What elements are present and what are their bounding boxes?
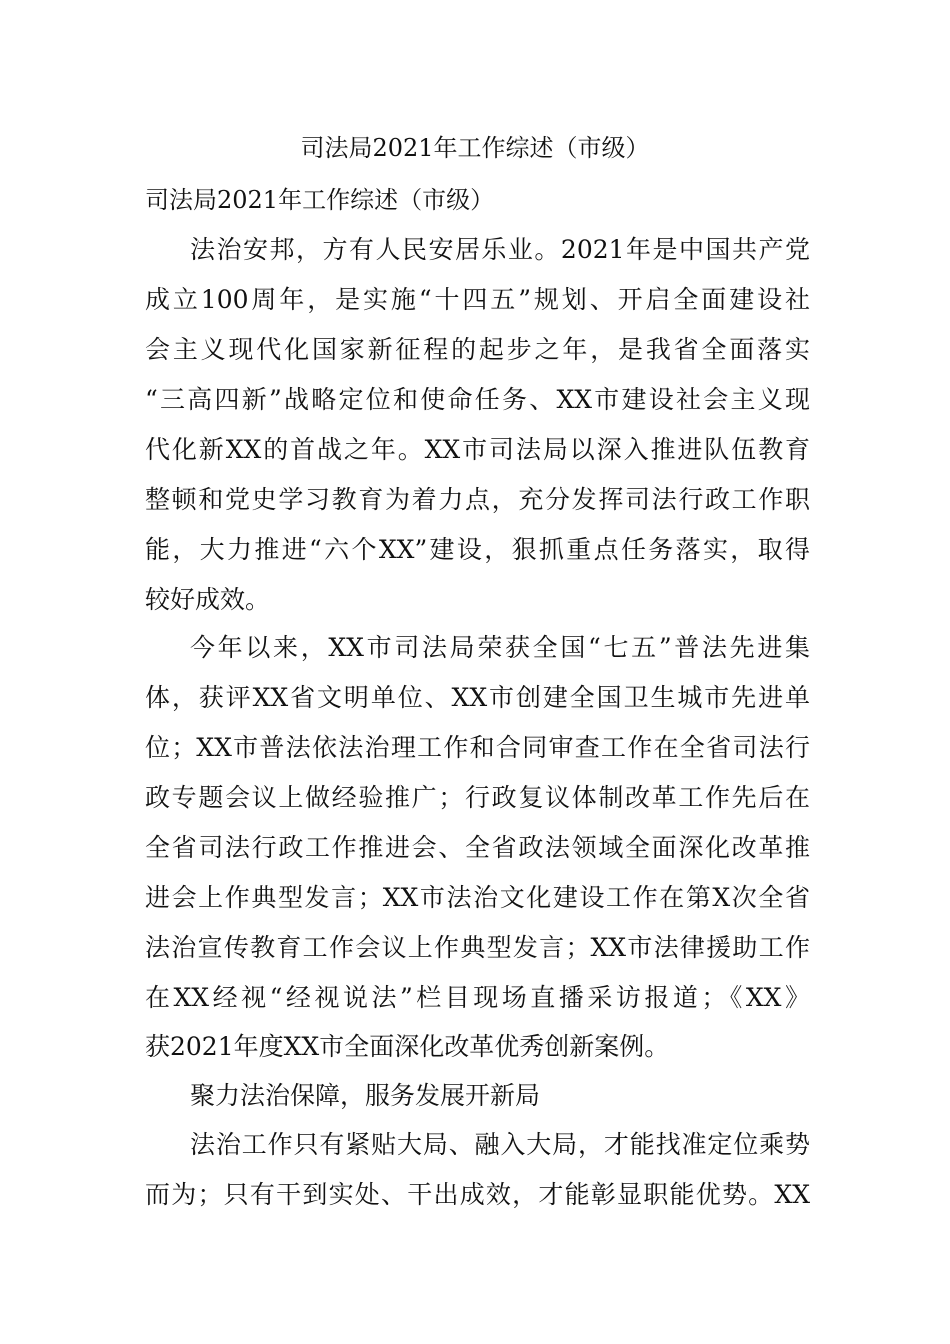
paragraph-line: 成立100周年，是实施“十四五”规划、开启全面建设社 [145,285,810,314]
paragraph-line: 较好成效。 [145,585,271,614]
paragraph-line: 会主义现代化国家新征程的起步之年，是我省全面落实 [145,335,810,364]
paragraph-line: 法治宣传教育工作会议上作典型发言；XX市法律援助工作 [145,933,810,962]
document-subtitle: 司法局2021年工作综述（市级） [145,186,495,214]
paragraph-line: 法治安邦，方有人民安居乐业。2021年是中国共产党 [190,235,810,264]
paragraph-line: 进会上作典型发言；XX市法治文化建设工作在第X次全省 [145,883,810,912]
paragraph-line: 而为；只有干到实处、干出成效，才能彰显职能优势。XX [145,1180,810,1209]
paragraph-line: 政专题会议上做经验推广；行政复议体制改革工作先后在 [145,783,810,812]
document-title: 司法局2021年工作综述（市级） [300,134,650,162]
paragraph-line: 获2021年度XX市全面深化改革优秀创新案例。 [145,1032,670,1061]
paragraph-line: 全省司法行政工作推进会、全省政法领域全面深化改革推 [145,833,810,862]
paragraph-line: 今年以来，XX市司法局荣获全国“七五”普法先进集 [190,633,810,662]
paragraph-line: 整顿和党史学习教育为着力点，充分发挥司法行政工作职 [145,485,810,514]
paragraph-line: 能，大力推进“六个XX”建设，狠抓重点任务落实，取得 [145,535,810,564]
paragraph-line: 代化新XX的首战之年。XX市司法局以深入推进队伍教育 [145,435,810,464]
paragraph-line: 在XX经视“经视说法”栏目现场直播采访报道；《XX》 [145,983,810,1012]
paragraph-line: 法治工作只有紧贴大局、融入大局，才能找准定位乘势 [190,1130,810,1159]
paragraph-line: 体，获评XX省文明单位、XX市创建全国卫生城市先进单 [145,683,810,712]
paragraph-line: 位；XX市普法依法治理工作和合同审查工作在全省司法行 [145,733,810,762]
section-heading: 聚力法治保障，服务发展开新局 [190,1081,541,1110]
paragraph-line: “三高四新”战略定位和使命任务、XX市建设社会主义现 [145,385,810,414]
